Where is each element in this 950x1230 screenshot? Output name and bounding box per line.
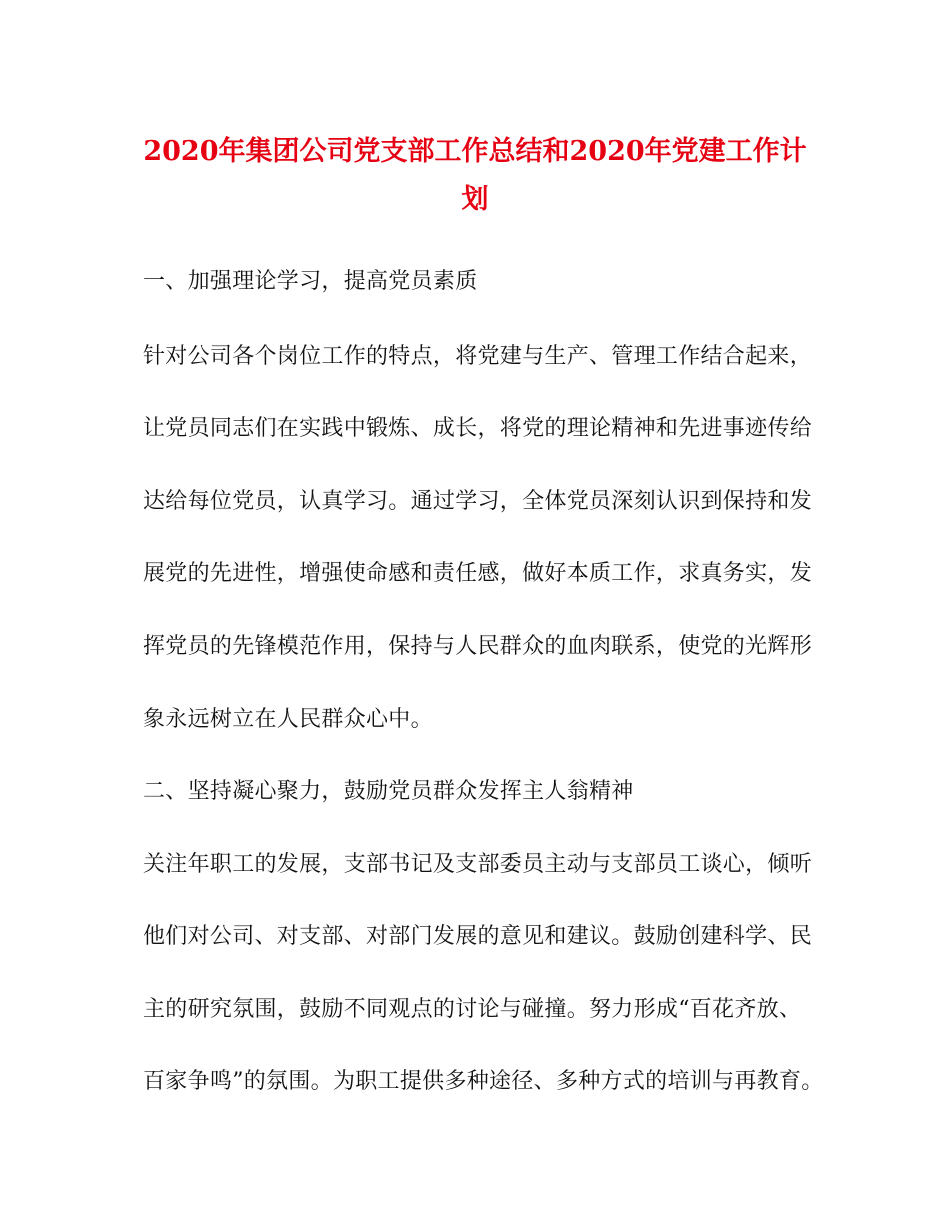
body-line: 针对公司各个岗位工作的特点，将党建与生产、管理工作结合起来， xyxy=(143,344,813,369)
body-line: 关注年职工的发展，支部书记及支部委员主动与支部员工谈心，倾听 xyxy=(143,852,813,877)
body-line: 让党员同志们在实践中锻炼、成长，将党的理论精神和先进事迹传给 xyxy=(143,416,813,441)
body-line: 他们对公司、对支部、对部门发展的意见和建议。鼓励创建科学、民 xyxy=(143,924,813,949)
body-line: 百家争鸣”的氛围。为职工提供多种途径、多种方式的培训与再教育。 xyxy=(143,1069,824,1094)
body-line: 展党的先进性，增强使命感和责任感，做好本质工作，求真务实，发 xyxy=(143,561,813,586)
body-line: 象永远树立在人民群众心中。 xyxy=(143,707,433,732)
body-line: 达给每位党员，认真学习。通过学习，全体党员深刻认识到保持和发 xyxy=(143,489,813,514)
body-line: 主的研究氛围，鼓励不同观点的讨论与碰撞。努力形成“百花齐放、 xyxy=(143,997,802,1022)
body-line: 挥党员的先锋模范作用，保持与人民群众的血肉联系，使党的光辉形 xyxy=(143,634,813,659)
document-title-line-1: 2020年集团公司党支部工作总结和2020年党建工作计 xyxy=(143,136,807,167)
document-title-line-2: 划 xyxy=(461,184,489,215)
section-heading-2: 二、坚持凝心聚力，鼓励党员群众发挥主人翁精神 xyxy=(143,779,634,804)
section-heading-1: 一、加强理论学习，提高党员素质 xyxy=(143,269,478,294)
